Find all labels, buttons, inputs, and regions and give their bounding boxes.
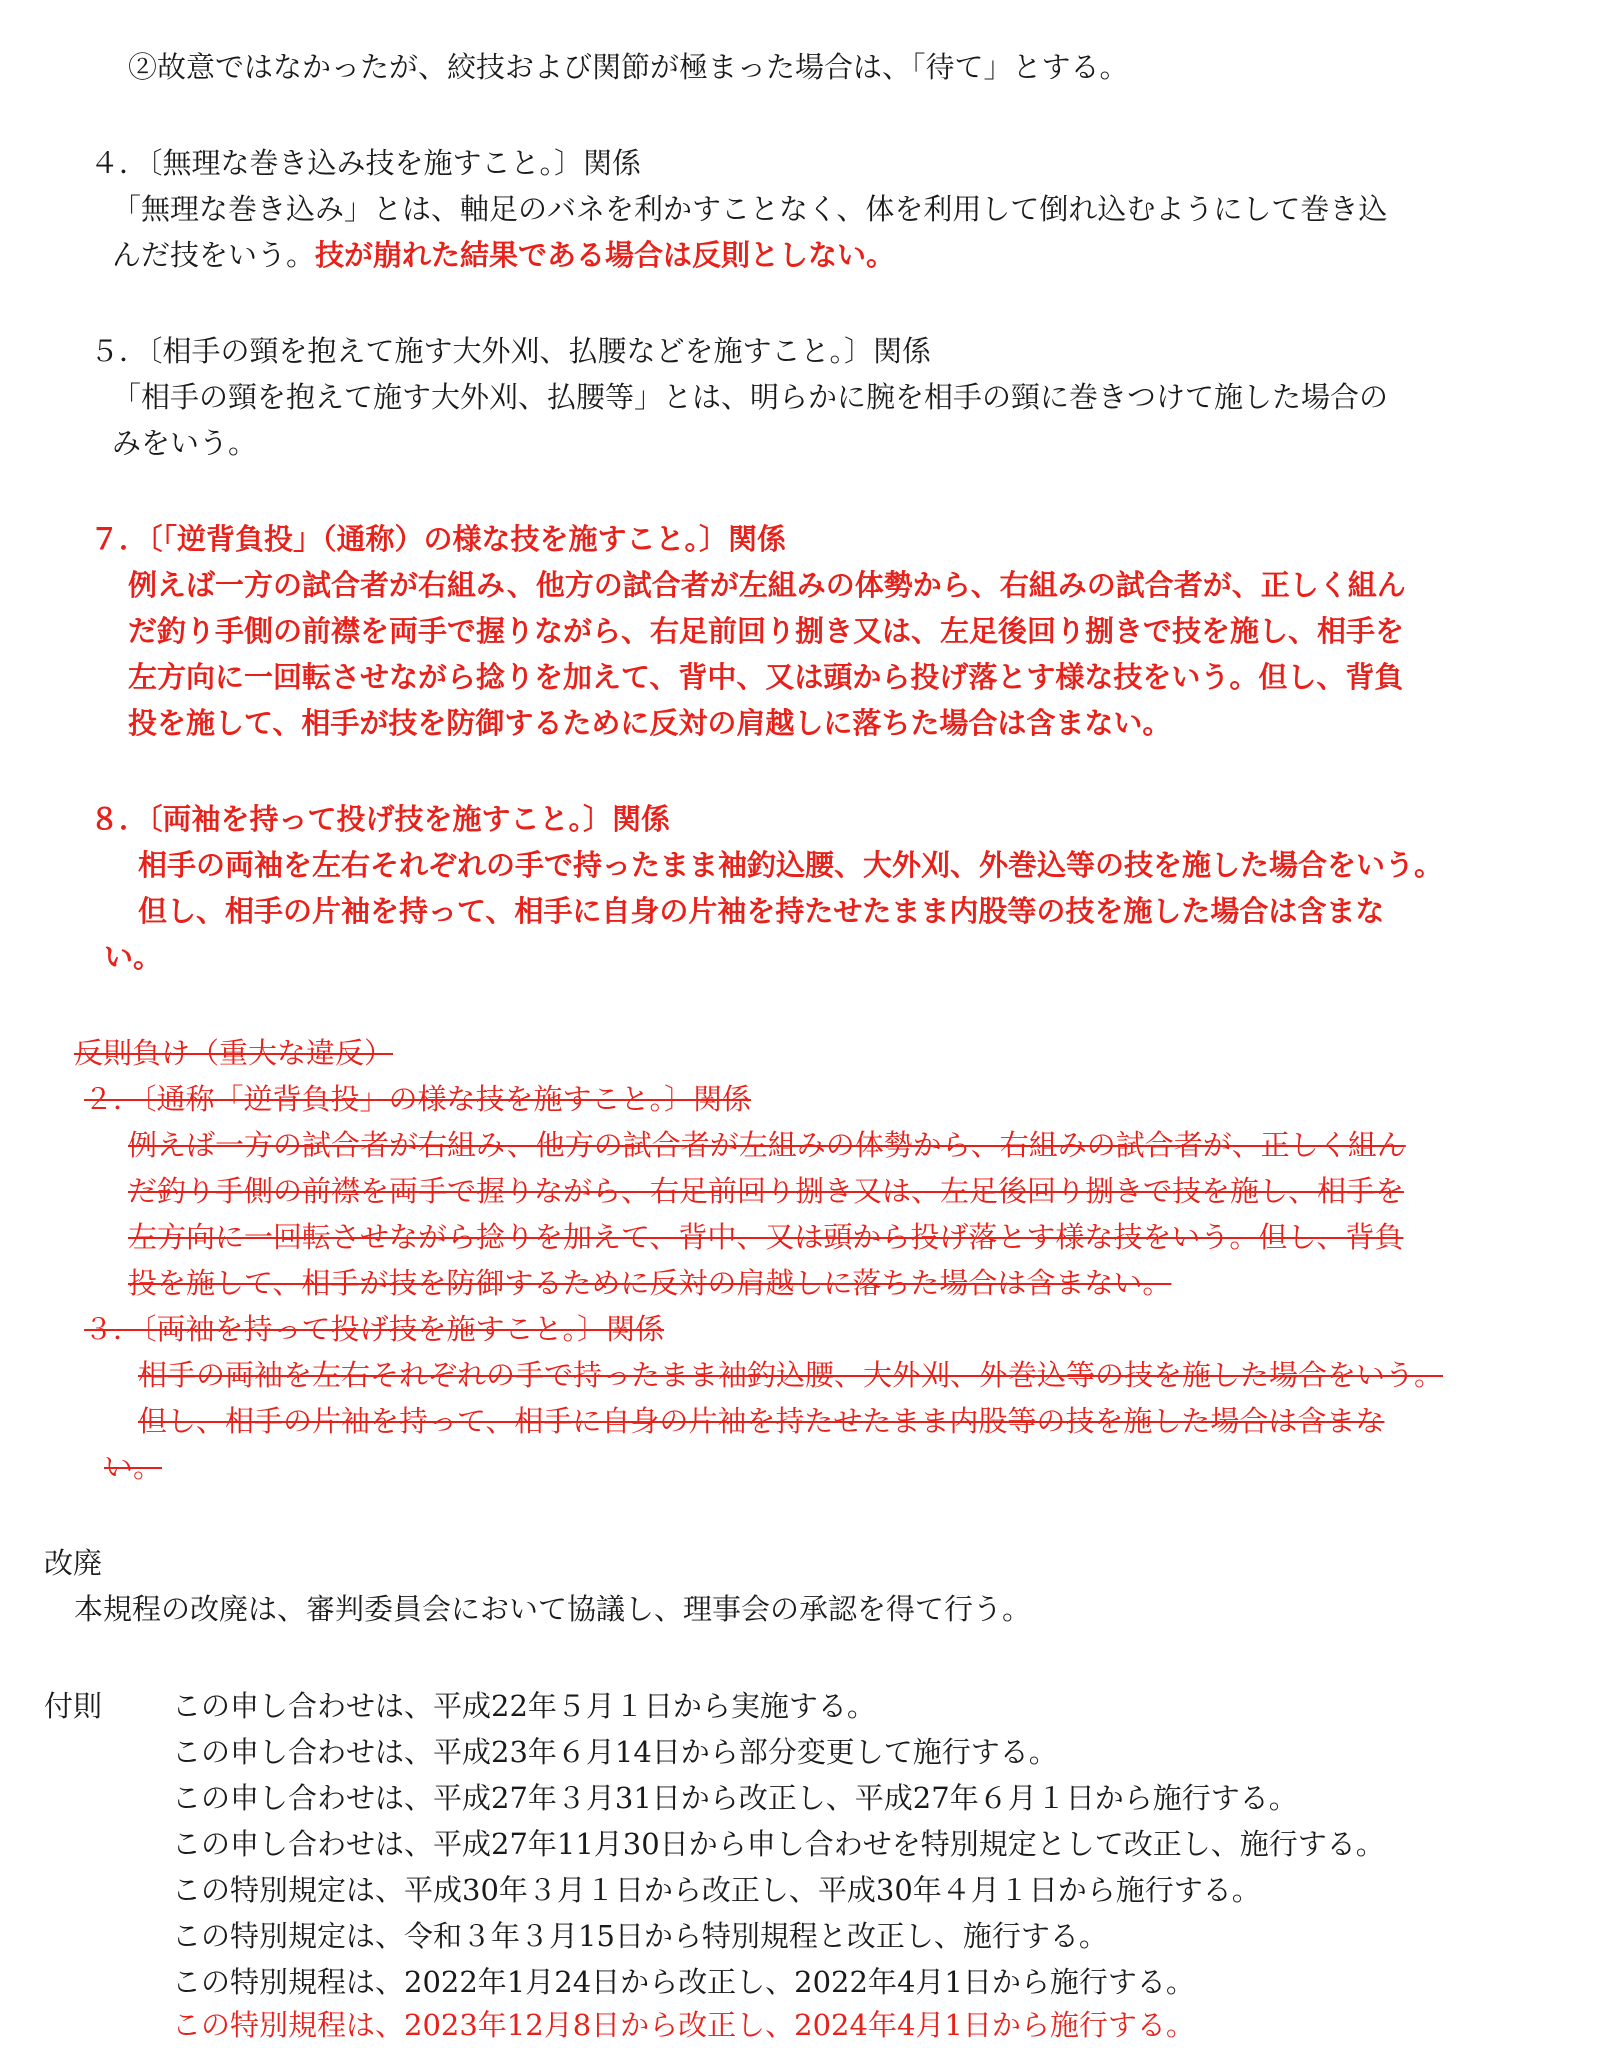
- supplementary-line-8-red: この特別規程は、2023年12月8日から改正し、2024年4月1日から施行する。: [172, 2008, 1195, 2042]
- item8-line1: 相手の両袖を左右それぞれの手で持ったまま袖釣込腰、大外刈、外巻込等の技を施した場合をいう。: [138, 848, 1444, 882]
- item8-line2: 但し、相手の片袖を持って、相手に自身の片袖を持たせたまま内股等の技を施した場合は含まな: [138, 894, 1385, 928]
- item5-line1: 「相手の頸を抱えて施す大外刈、払腰等」とは、明らかに腕を相手の頸に巻きつけて施した場合の: [112, 380, 1389, 414]
- item7-heading: ７．〔「逆背負投」（通称）の様な技を施すこと。〕関係: [90, 522, 787, 556]
- item8-heading: ８．〔両袖を持って投げ技を施すこと。〕関係: [90, 802, 671, 836]
- supplementary-line-2: この申し合わせは、平成23年６月14日から部分変更して施行する。: [172, 1735, 1058, 1769]
- item8-line3: い。: [104, 940, 163, 974]
- item4-heading: ４．〔無理な巻き込み技を施すこと。〕関係: [90, 146, 642, 180]
- deleted-item2-line1: 例えば一方の試合者が右組み、他方の試合者が左組みの体勢から、右組みの試合者が、正しく組ん: [128, 1128, 1406, 1162]
- deleted-section-title: 反則負け（重大な違反）: [74, 1036, 394, 1070]
- item7-line2: だ釣り手側の前襟を両手で握りながら、右足前回り捌き又は、左足後回り捌きで技を施し、相手を: [128, 614, 1405, 648]
- amendment-title: 改廃: [44, 1546, 103, 1580]
- item2-note: ②故意ではなかったが、絞技および関節が極まった場合は、「待て」とする。: [128, 50, 1129, 84]
- deleted-item2-line4: 投を施して、相手が技を防御するために反対の肩越しに落ちた場合は含まない。: [128, 1266, 1172, 1300]
- supplementary-line-3: この申し合わせは、平成27年３月31日から改正し、平成27年６月１日から施行する。: [172, 1781, 1298, 1815]
- item4-line1: 「無理な巻き込み」とは、軸足のバネを利かすことなく、体を利用して倒れ込むようにして巻き込: [112, 192, 1388, 226]
- supplementary-line-6: この特別規定は、令和３年３月15日から特別規程と改正し、施行する。: [172, 1919, 1108, 1953]
- deleted-item3-heading: ３．〔両袖を持って投げ技を施すこと。〕関係: [84, 1312, 665, 1346]
- item7-line4: 投を施して、相手が技を防御するために反対の肩越しに落ちた場合は含まない。: [128, 706, 1172, 740]
- deleted-item2-line2: だ釣り手側の前襟を両手で握りながら、右足前回り捌き又は、左足後回り捌きで技を施し、相手を: [128, 1174, 1405, 1208]
- deleted-item3-line2: 但し、相手の片袖を持って、相手に自身の片袖を持たせたまま内股等の技を施した場合は含まな: [138, 1404, 1385, 1438]
- supplementary-line-4: この申し合わせは、平成27年11月30日から申し合わせを特別規定として改正し、施行する。: [172, 1827, 1385, 1861]
- item5-line2: みをいう。: [112, 426, 258, 460]
- item4-line2: [112, 232, 895, 278]
- supplementary-line-5: この特別規定は、平成30年３月１日から改正し、平成30年４月１日から施行する。: [172, 1873, 1261, 1907]
- item4-line2-red: 技が崩れた結果である場合は反則としない。: [315, 238, 896, 272]
- item7-line3: 左方向に一回転させながら捻りを加えて、背中、又は頭から投げ落とす様な技をいう。但し、背負: [128, 660, 1404, 694]
- deleted-item2-line3: 左方向に一回転させながら捻りを加えて、背中、又は頭から投げ落とす様な技をいう。但し、背負: [128, 1220, 1404, 1254]
- supplementary-line-7: この特別規程は、2022年1月24日から改正し、2022年4月1日から施行する。: [172, 1965, 1195, 1999]
- deleted-item3-line3: い。: [104, 1450, 163, 1484]
- amendment-body: 本規程の改廃は、審判委員会において協議し、理事会の承認を得て行う。: [74, 1592, 1032, 1626]
- item5-heading: ５．〔相手の頸を抱えて施す大外刈、払腰などを施すこと。〕関係: [90, 334, 932, 368]
- supplementary-line-1: この申し合わせは、平成22年５月１日から実施する。: [172, 1689, 876, 1723]
- deleted-item3-line1: 相手の両袖を左右それぞれの手で持ったまま袖釣込腰、大外刈、外巻込等の技を施した場合をいう。: [138, 1358, 1444, 1392]
- supplementary-label: 付則: [44, 1689, 103, 1723]
- item7-line1: 例えば一方の試合者が右組み、他方の試合者が左組みの体勢から、右組みの試合者が、正しく組ん: [128, 568, 1406, 602]
- item4-line2-prefix: んだ技をいう。: [112, 238, 316, 272]
- deleted-item2-heading: ２．〔通称「逆背負投」の様な技を施すこと。〕関係: [84, 1082, 752, 1116]
